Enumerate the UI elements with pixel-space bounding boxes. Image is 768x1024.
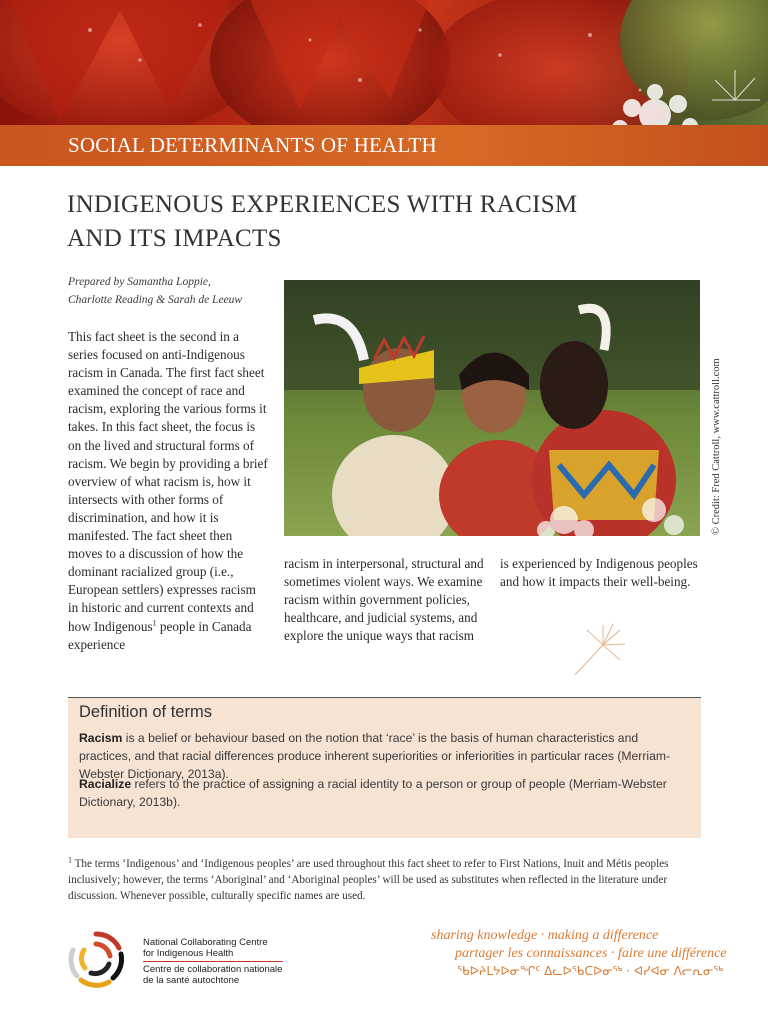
footnote-mark: 1 (68, 855, 72, 865)
org-name-english (143, 937, 293, 959)
definition-heading: Definition of terms (79, 703, 212, 721)
series-title: SOCIAL DETERMINANTS OF HEALTH (68, 133, 437, 157)
org-divider (143, 961, 283, 962)
dandelion-ornament (565, 620, 635, 680)
term-racism: Racism (79, 731, 123, 745)
body-text-1a: This fact sheet is the second in a series focused on anti-Indigenous racism in Canada. The first fact sheet examined the concept of race and racism, exploring the various forms it takes. In this fact sheet, the focus is on the lived and structural forms of racism. We begin by providing a brief overview of what racism is, how it intersects with other forms of discrimination, and how it is manifested. The fact sheet then moves to a discussion of how the dominant racialized group (i.e., European settlers) expresses racism in historic and current contexts and how Indigenous (68, 329, 268, 634)
footnote (68, 856, 708, 905)
photo-credit (706, 345, 724, 535)
tagline-french: partager les connaissances · faire une différence (455, 946, 727, 961)
authors-line-2: Charlotte Reading & Sarah de Leeuw (68, 294, 243, 306)
org-name-french (143, 964, 293, 986)
org-name-fr-line-1: Centre de collaboration nationale (143, 964, 283, 975)
title-line-1: INDIGENOUS EXPERIENCES WITH RACISM (67, 191, 578, 218)
org-name-en-line-1: National Collaborating Centre (143, 937, 268, 948)
definition-racialize-text: refers to the practice of assigning a racial identity to a person or group of people (Merriam-Webster Dictionary, 2013b). (79, 777, 667, 809)
tagline-english: sharing knowledge · making a difference (431, 928, 659, 943)
photo-credit-text: © Credit: Fred Cattroll, www.cattroll.com (711, 358, 722, 535)
title-line-2: AND ITS IMPACTS (67, 225, 282, 252)
photo-indigenous-girls (284, 280, 700, 536)
document-title (67, 188, 707, 256)
body-column-3: is experienced by Indigenous peoples and how it impacts their well-being. (500, 556, 698, 590)
nccih-logo (65, 928, 127, 990)
org-name-fr-line-2: de la santé autochtone (143, 975, 240, 986)
body-column-2: racism in interpersonal, structural and sometimes violent ways. We examine racism within government policies, healthcare, and judicial systems, and explore the unique ways that racism (284, 556, 484, 644)
footnote-text: The terms ‘Indigenous’ and ‘Indigenous peoples’ are used throughout this fact sheet to refer to First Nations, Inuit and Métis peoples inclusively; however, the terms ‘Aboriginal’ and ‘Aboriginal peoples’ will be used as substitutes when reflected in the literature under discussion. Whenever possible, culturally specific names are used. (68, 858, 669, 903)
org-name-en-line-2: for Indigenous Health (143, 948, 234, 959)
term-racialize: Racialize (79, 777, 132, 791)
body-text-1b: people in Canada experience (68, 618, 252, 652)
photo-image (284, 280, 700, 536)
body-column-1 (68, 328, 268, 654)
authors-line-1: Prepared by Samantha Loppie, (68, 276, 211, 288)
definition-racism-text: is a belief or behaviour based on the notion that ‘race’ is the basis of human characteristics and practices, and that racial differences produce inherent superiorities or inferiorities in particular races (Merriam-Webster Dictionary, 2013a). (79, 731, 671, 781)
tagline-inuktitut: ᖃᐅᔨᒪᔭᐅᓂᖏᑦ ᐃᓚᐅᖃᑕᐅᓂᖅ · ᐊᓯᐊᓂ ᐱᓕᕆᓂᖅ (457, 964, 724, 978)
footnote-reference: 1 (152, 618, 157, 628)
authors (68, 273, 278, 309)
definition-racialize (79, 775, 691, 811)
